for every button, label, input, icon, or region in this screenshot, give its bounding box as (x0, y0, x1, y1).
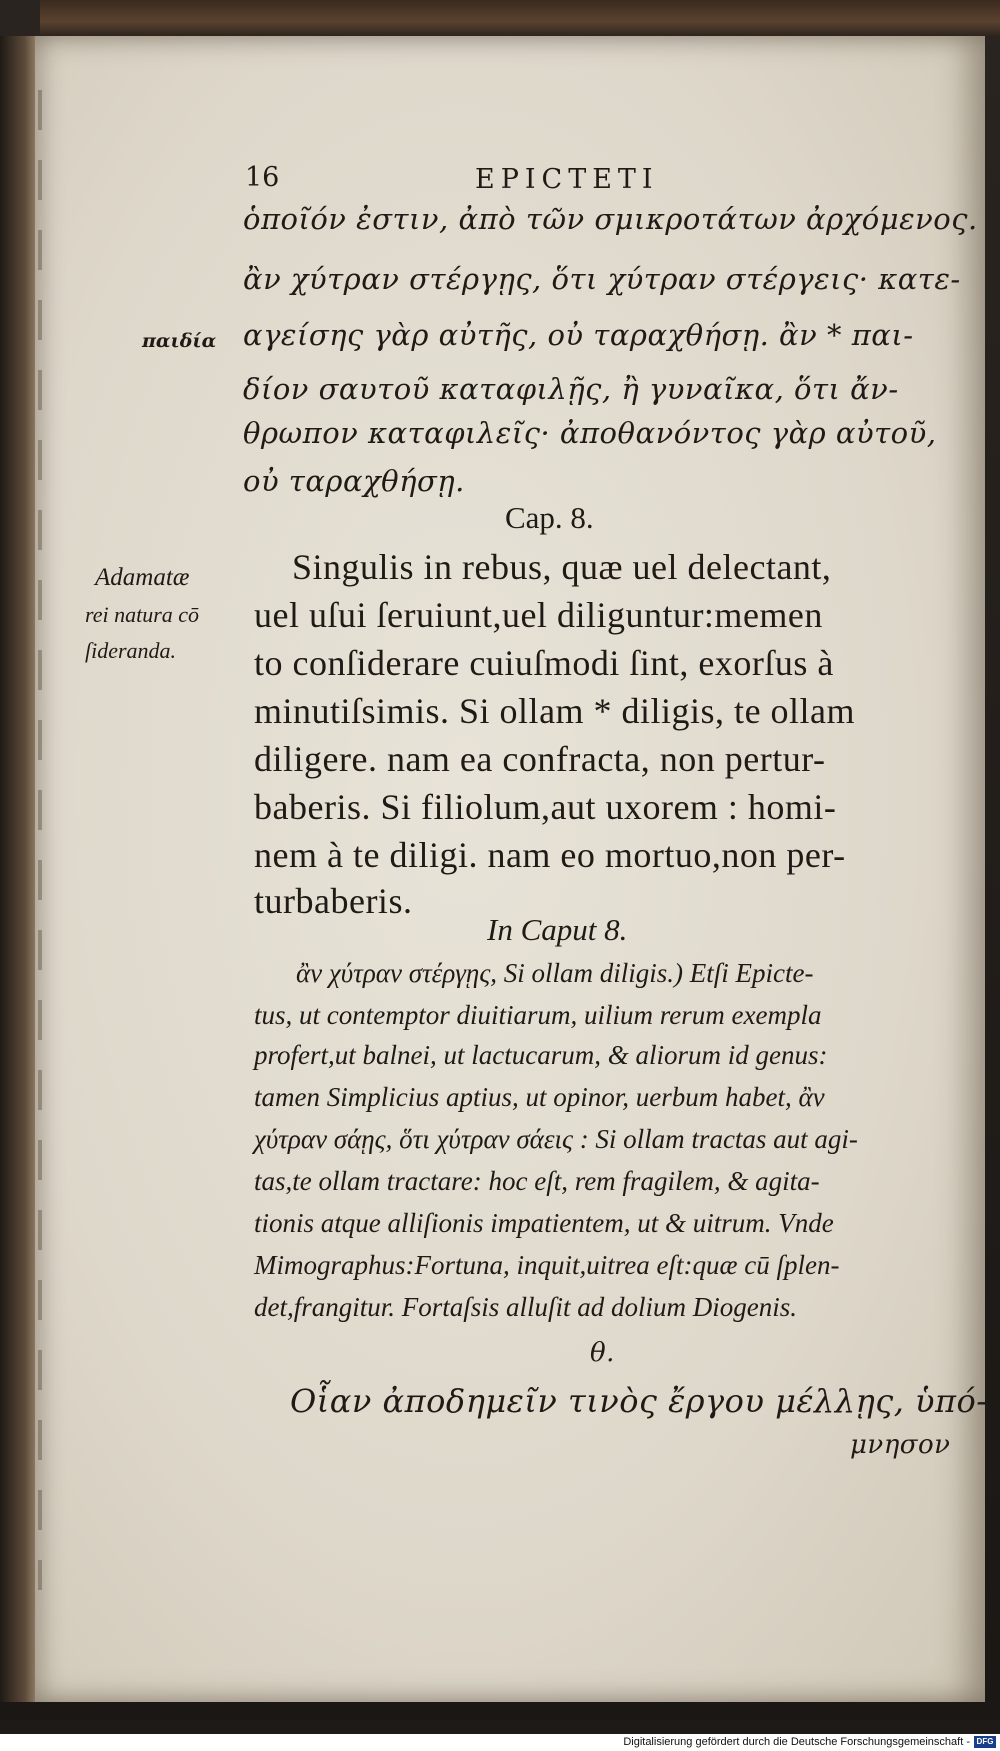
next-section-line: Οἷαν ἀποδημεῖν τινὸς ἔργου μέλλῃς, ὑπό- (290, 1382, 988, 1420)
chapter-line: baberis. Si filiolum,aut uxorem : homi- (254, 787, 837, 827)
commentary-line: ἂν χύτραν στέργῃς, Si ollam diligis.) Etſi Epicte- (296, 958, 814, 988)
commentary-line: tionis atque alliſionis impatientem, ut & uitrum. Vnde (254, 1208, 834, 1238)
margin-note-greek: παιδία (142, 330, 217, 352)
running-title: EPICTETI (475, 164, 659, 195)
chapter-line: diligere. nam ea confracta, non pertur- (254, 739, 826, 779)
book-top-edge (40, 0, 1000, 36)
commentary-line: tamen Simplicius aptius, ut opinor, uerbum habet, ἂν (254, 1082, 825, 1112)
greek-line: αγείσης γὰρ αὐτῆς, οὐ ταραχθήσῃ. ἂν * παι- (243, 318, 914, 352)
commentary-line: profert,ut balnei, ut lactucarum, & aliorum id genus: (254, 1040, 828, 1070)
greek-line: οὐ ταραχθήσῃ. (243, 464, 465, 498)
chapter-heading: Cap. 8. (505, 500, 594, 535)
footer-credit: Digitalisierung gefördert durch die Deutsche Forschungsgemeinschaft - (623, 1736, 970, 1748)
chapter-line: Singulis in rebus, quæ uel delectant, (292, 547, 832, 587)
chapter-line: turbaberis. (254, 881, 413, 921)
commentary-heading: In Caput 8. (487, 912, 628, 947)
margin-note-line: rei natura cō (85, 602, 200, 627)
margin-note-line: ſideranda. (85, 638, 177, 663)
commentary-line: tas,te ollam tractare: hoc eſt, rem fragilem, & agita- (254, 1166, 820, 1196)
dfg-logo-icon: DFG (974, 1736, 996, 1748)
chapter-line: minutiſsimis. Si ollam * diligis, te ollam (254, 691, 856, 731)
greek-line: ὁποῖόν ἐστιν, ἀπὸ τῶν σμικροτάτων ἀρχόμενος. (243, 202, 978, 236)
page-number: 16 (245, 162, 280, 193)
commentary-line: det,frangitur. Fortaſsis alluſit ad dolium Diogenis. (254, 1292, 798, 1322)
commentary-line: χύτραν σάῃς, ὅτι χύτραν σάεις : Si ollam tractas aut agi- (254, 1124, 858, 1154)
chapter-line: to conſiderare cuiuſmodi ſint, exorſus à (254, 643, 834, 683)
chapter-line: nem à te diligi. nam eo mortuo,non per- (254, 835, 846, 875)
greek-line: δίον σαυτοῦ καταφιλῇς, ἢ γυναῖκα, ὅτι ἄν- (243, 372, 899, 406)
section-marker: θ. (590, 1338, 615, 1368)
chapter-line: uel uſui ſeruiunt,uel diliguntur:memen (254, 595, 823, 635)
margin-note-line: Adamatæ (95, 564, 190, 591)
greek-line: ἂν χύτραν στέργῃς, ὅτι χύτραν στέργεις· κατε- (243, 262, 961, 296)
commentary-line: tus, ut contemptor diuitiarum, uilium rerum exempla (254, 1000, 822, 1030)
greek-line: θρωπον καταφιλεῖς· ἀποθανόντος γὰρ αὐτοῦ, (243, 416, 937, 450)
commentary-line: Mimographus:Fortuna, inquit,uitrea eſt:quæ cū ſplen- (254, 1250, 840, 1280)
page-gutter (38, 90, 42, 1590)
next-section-line: μνησον (850, 1430, 951, 1460)
book-spine-edge (0, 36, 35, 1702)
